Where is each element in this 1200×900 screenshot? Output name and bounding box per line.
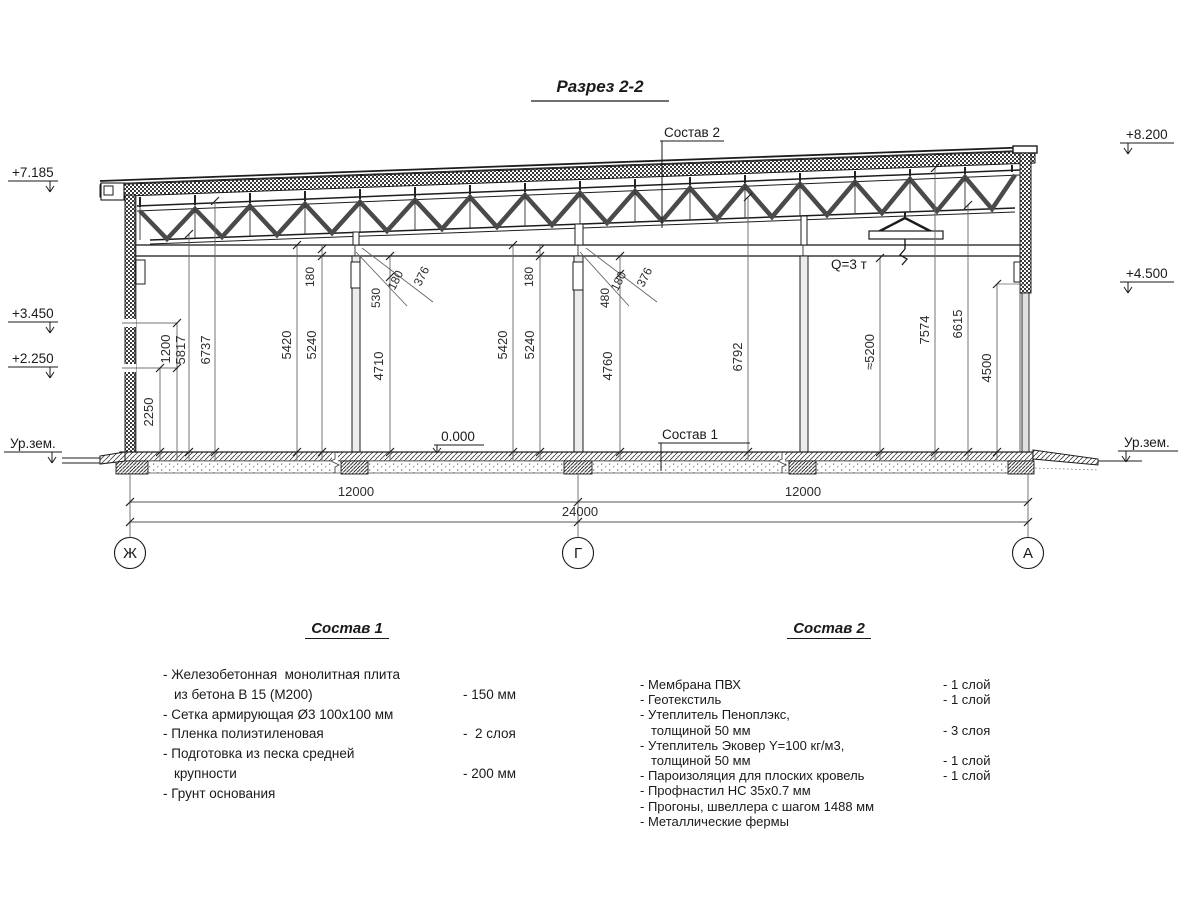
spec1-row-2: из бетона В 15 (М200) - 150 мм bbox=[174, 686, 517, 702]
dim-376-leader: 376 bbox=[410, 264, 433, 289]
floor-slab bbox=[62, 450, 1142, 474]
spec2-row-7: - Пароизоляция для плоских кровель - 1 слой bbox=[640, 768, 991, 784]
wall-bracket-left bbox=[136, 260, 145, 284]
spec2-row-8: - Профнастил НС 35х0.7 мм bbox=[640, 783, 811, 799]
zero-level-label: 0.000 bbox=[441, 429, 475, 444]
ramp-right bbox=[1033, 450, 1098, 465]
dim-12000-bay1: 12000 bbox=[337, 484, 375, 499]
dim-530: 530 bbox=[369, 287, 383, 309]
dim-5420: 5420 bbox=[279, 330, 294, 360]
dim-4760: 4760 bbox=[600, 351, 615, 381]
composition1-label: Состав 1 bbox=[662, 427, 718, 442]
dim-6615: 6615 bbox=[950, 309, 965, 339]
spec2-row-1: - Мембрана ПВХ - 1 слой bbox=[640, 677, 991, 692]
dim-6792: 6792 bbox=[730, 342, 745, 372]
spec2-row-4: толщиной 50 мм - 3 слоя bbox=[651, 722, 991, 738]
dim-5240-2: 5240 bbox=[522, 330, 537, 360]
spec1-row-5: - Подготовка из песка средней bbox=[163, 746, 355, 762]
parapet-cap bbox=[1013, 146, 1037, 153]
dim-1200: 1200 bbox=[158, 334, 173, 364]
level-8200: +8.200 bbox=[1126, 127, 1168, 142]
axis-bubbles bbox=[115, 538, 1044, 569]
crane-capacity-label: Q=3 т bbox=[831, 257, 867, 272]
composition2-label: Состав 2 bbox=[664, 125, 720, 140]
dim-4710: 4710 bbox=[371, 351, 386, 381]
axis-label-a: А bbox=[1022, 545, 1034, 562]
dim-480: 480 bbox=[598, 287, 612, 309]
dim-2250: 2250 bbox=[141, 397, 156, 427]
suspended-crane bbox=[869, 212, 943, 265]
dim-7574: 7574 bbox=[917, 315, 932, 345]
wall-right-lower bbox=[1022, 293, 1029, 452]
column-mid-2 bbox=[800, 256, 808, 453]
wall-right-upper bbox=[1020, 153, 1031, 293]
spec2-row-2: - Геотекстиль - 1 слой bbox=[640, 692, 991, 708]
axis-label-zh: Ж bbox=[123, 545, 137, 562]
hanger-detail bbox=[573, 262, 583, 290]
crane-girder bbox=[135, 245, 1021, 256]
dim-5200: ≈5200 bbox=[862, 333, 877, 371]
level-marks-right bbox=[1118, 127, 1178, 462]
composition2-spec bbox=[640, 620, 1018, 829]
spec1-row-1: - Железобетонная монолитная плита bbox=[163, 667, 401, 682]
composition2-spec-heading: Состав 2 bbox=[640, 620, 1018, 637]
composition1-spec-heading: Состав 1 bbox=[163, 620, 531, 637]
dim-4500: 4500 bbox=[979, 353, 994, 383]
spec2-row-5: - Утеплитель Эковер Y=100 кг/м3, bbox=[640, 737, 845, 753]
dim-180-leader: 180 bbox=[384, 268, 407, 293]
level-4500: +4.500 bbox=[1126, 266, 1168, 281]
spec1-row-3: - Сетка армирующая Ø3 100х100 мм bbox=[163, 706, 394, 722]
level-2250: +2.250 bbox=[12, 351, 54, 366]
dim-180-2: 180 bbox=[522, 266, 536, 288]
dim-12000-bay2: 12000 bbox=[784, 484, 822, 499]
level-3450: +3.450 bbox=[12, 306, 54, 321]
dim-6737: 6737 bbox=[198, 335, 213, 365]
drawing-title bbox=[531, 77, 669, 101]
roof bbox=[100, 147, 1035, 200]
spec1-row-4: - Пленка полиэтиленовая - 2 слоя bbox=[163, 726, 516, 742]
dim-180: 180 bbox=[303, 266, 317, 288]
dim-24000: 24000 bbox=[561, 504, 599, 519]
dim-5420-2: 5420 bbox=[495, 330, 510, 360]
crane-rail bbox=[869, 231, 943, 239]
spec2-row-10: - Металлические фермы bbox=[640, 813, 789, 829]
axis-label-g: Г bbox=[573, 545, 583, 562]
level-marks-left bbox=[4, 165, 62, 463]
dim-180-leader-2: 180 bbox=[607, 269, 630, 294]
dim-5240: 5240 bbox=[304, 330, 319, 360]
title-text: Разрез 2-2 bbox=[556, 77, 644, 96]
spec1-row-7: - Грунт основания bbox=[163, 785, 276, 801]
hanger-detail bbox=[351, 262, 360, 288]
spec2-row-6: толщиной 50 мм - 1 слой bbox=[651, 752, 991, 768]
composition1-spec bbox=[163, 620, 531, 806]
ground-level-left: Ур.зем. bbox=[10, 436, 56, 451]
spec2-row-3: - Утеплитель Пеноплэкс, bbox=[640, 707, 790, 723]
vertical-dimension-texts bbox=[141, 264, 994, 427]
dim-376-leader-2: 376 bbox=[633, 265, 656, 290]
level-7185: +7.185 bbox=[12, 165, 54, 180]
spec2-row-9: - Прогоны, швеллера с шагом 1488 мм bbox=[640, 798, 875, 814]
ground-level-right: Ур.зем. bbox=[1124, 435, 1170, 450]
horizontal-dimensions bbox=[126, 473, 1032, 537]
spec1-row-6: крупности - 200 мм bbox=[174, 765, 517, 781]
dim-5817: 5817 bbox=[173, 335, 188, 365]
